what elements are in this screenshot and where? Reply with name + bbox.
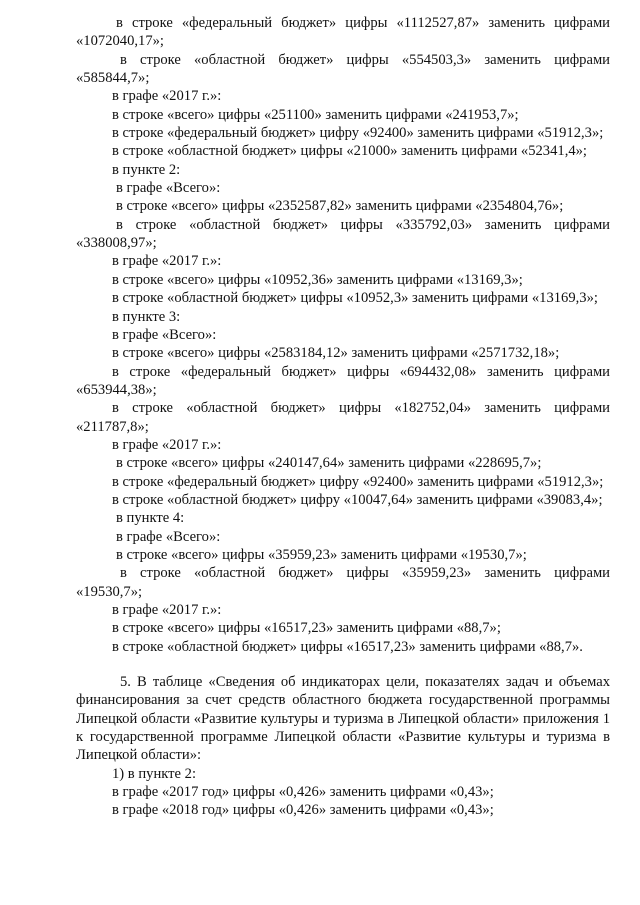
text-line: в строке «всего» цифры «2583184,12» заменить цифрами «2571732,18»; <box>112 345 560 362</box>
text-line: в графе «2018 год» цифры «0,426» заменить цифрами «0,43»; <box>112 802 494 819</box>
text-line: в графе «2017 г.»: <box>112 253 222 270</box>
text-line: в строке «областной бюджет» цифры «335792,03» заменить цифрами «338008,97»; <box>76 216 610 252</box>
text-line: в строке «всего» цифры «251100» заменить цифрами «241953,7»; <box>112 106 519 123</box>
text-line: в строке «областной бюджет» цифры «10952,3» заменить цифрами «13169,3»; <box>112 290 598 307</box>
text-line: в строке «областной бюджет» цифры «554503,3» заменить цифрами «585844,7»; <box>76 51 610 87</box>
text-line: в строке «всего» цифры «10952,36» заменить цифрами «13169,3»; <box>112 271 523 288</box>
text-line: в строке «всего» цифры «2352587,82» заменить цифрами «2354804,76»; <box>116 198 564 215</box>
text-line: в графе «Всего»: <box>116 180 221 197</box>
paragraph-gap <box>76 656 610 673</box>
text-line: в строке «федеральный бюджет» цифры «694432,08» заменить цифрами «653944,38»; <box>76 363 610 398</box>
text-line: в строке «областной бюджет» цифры «182752,04» заменить цифрами «211787,8»; <box>76 400 610 435</box>
text-line: в строке «федеральный бюджет» цифру «92400» заменить цифрами «51912,3»; <box>112 125 604 142</box>
text-line: в графе «2017 год» цифры «0,426» заменить цифрами «0,43»; <box>112 784 494 801</box>
text-line: в графе «2017 г.»: <box>112 436 222 453</box>
text-line: в графе «2017 г.»: <box>112 602 222 618</box>
text-line: в пункте 2: <box>112 161 181 178</box>
text-line: в строке «всего» цифры «16517,23» заменить цифрами «88,7»; <box>112 620 501 637</box>
text-line: в строке «федеральный бюджет» цифру «92400» заменить цифрами «51912,3»; <box>112 473 604 490</box>
text-line: в строке «областной бюджет» цифры «16517,23» заменить цифрами «88,7». <box>112 638 583 655</box>
text-line: в строке «всего» цифры «35959,23» заменить цифрами «19530,7»; <box>116 546 527 563</box>
text-line: в строке «федеральный бюджет» цифры «1112527,87» заменить цифрами «1072040,17»; <box>76 15 610 50</box>
text-line: 1) в пункте 2: <box>112 765 197 782</box>
text-line: в пункте 3: <box>112 308 181 325</box>
text-line: в строке «всего» цифры «240147,64» заменить цифрами «228695,7»; <box>116 455 542 472</box>
text-line: в графе «Всего»: <box>116 528 221 545</box>
text-line: 5. В таблице «Сведения об индикаторах цели, показателях задач и объемах финансирования за счет средств областного бюджета государственной программы Липецкой области «Развитие культуры и туризма в Липецкой области» приложения 1 к государственной программе Липецкой области «Развитие культуры и туризма в Липецкой области»: <box>76 674 610 764</box>
text-line: в строке «областной бюджет» цифры «35959,23» заменить цифрами «19530,7»; <box>76 565 610 600</box>
text-line: в строке «областной бюджет» цифры «21000» заменить цифрами «52341,4»; <box>112 143 587 160</box>
text-line: в строке «областной бюджет» цифру «10047,64» заменить цифрами «39083,4»; <box>112 491 603 508</box>
text-line: в графе «2017 г.»: <box>112 88 222 105</box>
text-line: в пункте 4: <box>116 510 185 527</box>
text-line: в графе «Всего»: <box>112 326 217 343</box>
